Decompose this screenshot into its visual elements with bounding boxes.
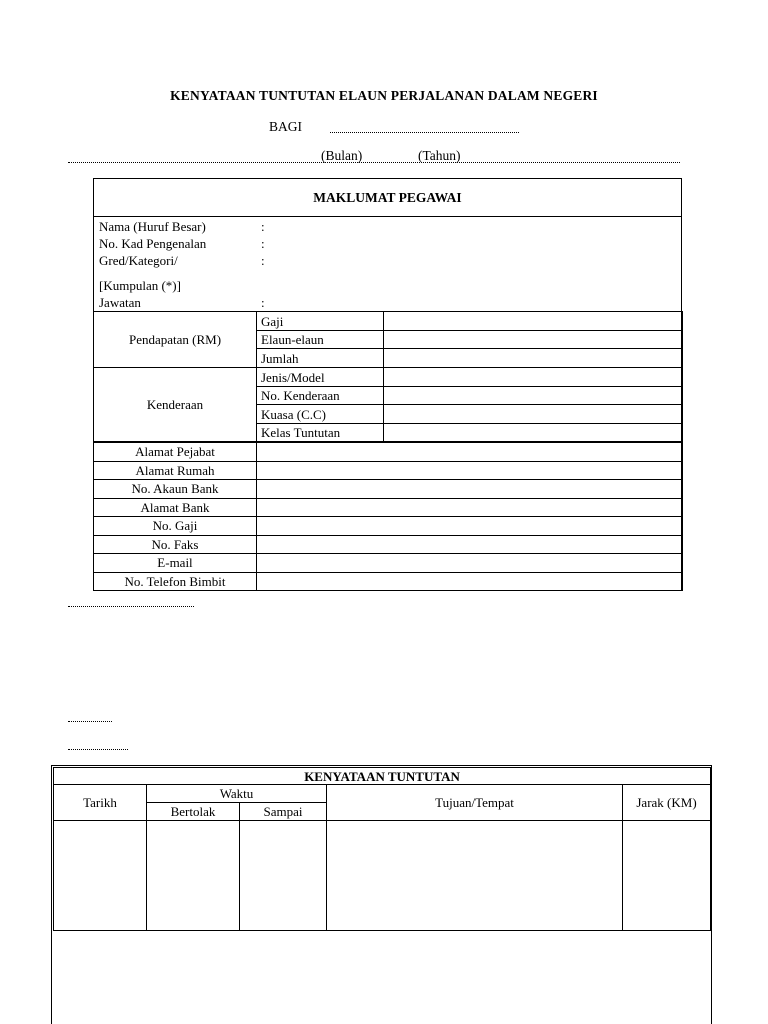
- colon: :: [261, 236, 265, 251]
- jarak-header: Jarak (KM): [623, 785, 711, 821]
- gaji-label: Gaji: [257, 312, 384, 331]
- fill-line[interactable]: [68, 606, 194, 607]
- waktu-header: Waktu: [147, 785, 327, 803]
- jumlah-field[interactable]: [384, 349, 683, 368]
- officer-info-block: [99, 218, 265, 311]
- tarikh-header: Tarikh: [54, 785, 147, 821]
- tujuan-cell[interactable]: [327, 821, 623, 931]
- bertolak-cell[interactable]: [147, 821, 240, 931]
- gred-label: Gred/Kategori/: [99, 253, 178, 268]
- kumpulan-label: [Kumpulan (*)]: [99, 278, 181, 293]
- kad-row[interactable]: [99, 235, 265, 252]
- alamat-pejabat-field[interactable]: [257, 443, 683, 462]
- alamat-pejabat-label: Alamat Pejabat: [94, 443, 257, 462]
- kelas-tuntutan-label: Kelas Tuntutan: [257, 424, 384, 442]
- no-kenderaan-label: No. Kenderaan: [257, 387, 384, 405]
- kuasa-label: Kuasa (C.C): [257, 405, 384, 424]
- email-field[interactable]: [257, 554, 683, 573]
- sampai-cell[interactable]: [240, 821, 327, 931]
- kelas-tuntutan-field[interactable]: [384, 424, 683, 442]
- kuasa-field[interactable]: [384, 405, 683, 424]
- akaun-bank-field[interactable]: [257, 480, 683, 499]
- bertolak-header: Bertolak: [147, 803, 240, 821]
- alamat-rumah-field[interactable]: [257, 461, 683, 480]
- pendapatan-label: Pendapatan (RM): [94, 312, 257, 368]
- no-kenderaan-field[interactable]: [384, 387, 683, 405]
- email-label: E-mail: [94, 554, 257, 573]
- form-title: KENYATAAN TUNTUTAN ELAUN PERJALANAN DALAM NEGERI: [170, 88, 598, 103]
- jawatan-row[interactable]: [99, 294, 265, 311]
- kad-label: No. Kad Pengenalan: [99, 236, 207, 251]
- gred-row[interactable]: [99, 252, 265, 269]
- alamat-bank-field[interactable]: [257, 498, 683, 517]
- no-gaji-label: No. Gaji: [94, 517, 257, 536]
- nama-row[interactable]: [99, 218, 265, 235]
- tahun-label: (Tahun): [418, 148, 461, 163]
- bagi-label: BAGI: [269, 119, 302, 134]
- elaun-label: Elaun-elaun: [257, 331, 384, 349]
- heading-divider: [93, 216, 682, 217]
- no-faks-label: No. Faks: [94, 535, 257, 554]
- jarak-cell[interactable]: [623, 821, 711, 931]
- jenis-model-label: Jenis/Model: [257, 368, 384, 387]
- no-gaji-field[interactable]: [257, 517, 683, 536]
- fill-line[interactable]: [68, 721, 112, 722]
- bagi-fill-line[interactable]: [330, 132, 519, 133]
- telefon-bimbit-label: No. Telefon Bimbit: [94, 572, 257, 591]
- tujuan-header: Tujuan/Tempat: [327, 785, 623, 821]
- tuntutan-table: [53, 767, 711, 931]
- gaji-field[interactable]: [384, 312, 683, 331]
- fill-line[interactable]: [68, 749, 128, 750]
- income-vehicle-table: [93, 311, 683, 442]
- kenderaan-label: Kenderaan: [94, 368, 257, 442]
- kumpulan-row: [99, 277, 206, 294]
- nama-label: Nama (Huruf Besar): [99, 219, 206, 234]
- akaun-bank-label: No. Akaun Bank: [94, 480, 257, 499]
- alamat-rumah-label: Alamat Rumah: [94, 461, 257, 480]
- maklumat-heading: MAKLUMAT PEGAWAI: [313, 190, 462, 205]
- tarikh-cell[interactable]: [54, 821, 147, 931]
- contact-table: [93, 442, 683, 591]
- colon: :: [261, 219, 265, 234]
- elaun-field[interactable]: [384, 331, 683, 349]
- period-fill-line[interactable]: [68, 162, 680, 163]
- telefon-bimbit-field[interactable]: [257, 572, 683, 591]
- jenis-model-field[interactable]: [384, 368, 683, 387]
- colon: :: [261, 295, 265, 310]
- jawatan-label: Jawatan: [99, 295, 141, 310]
- bulan-label: (Bulan): [321, 148, 363, 163]
- no-faks-field[interactable]: [257, 535, 683, 554]
- alamat-bank-label: Alamat Bank: [94, 498, 257, 517]
- colon: :: [261, 253, 265, 268]
- tuntutan-heading: KENYATAAN TUNTUTAN: [54, 768, 711, 785]
- sampai-header: Sampai: [240, 803, 327, 821]
- jumlah-label: Jumlah: [257, 349, 384, 368]
